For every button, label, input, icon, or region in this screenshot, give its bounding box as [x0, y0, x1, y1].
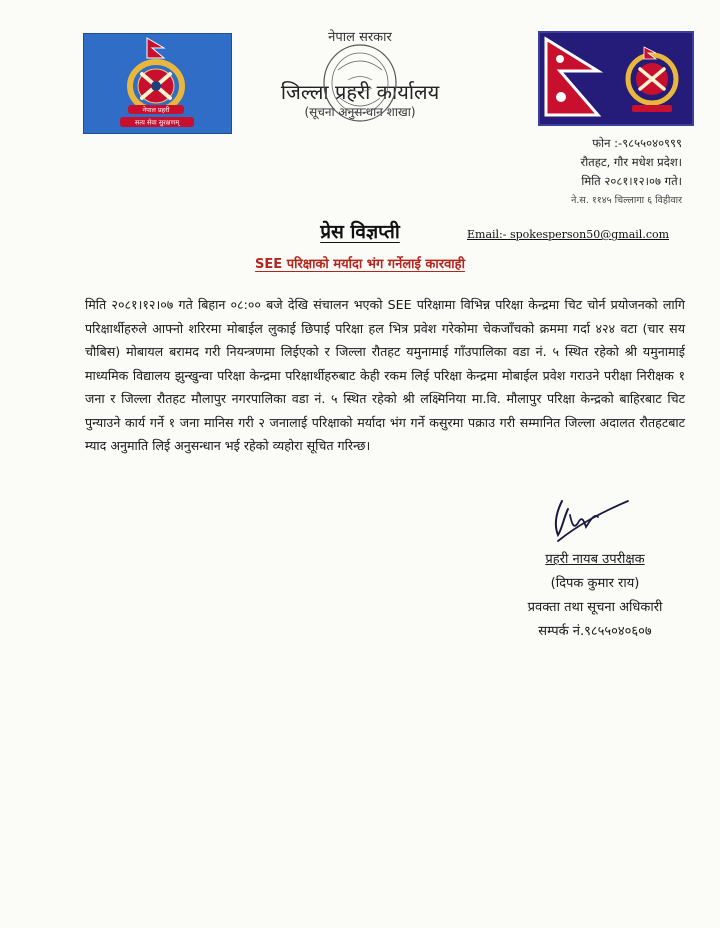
nepal-sambat-date: ने.स. ११४५ चिल्लागा ६ विहीवार [571, 195, 682, 206]
contact-block [571, 134, 682, 210]
office-name: जिल्ला प्रहरी कार्यालय [280, 80, 440, 104]
signatory-role: प्रहरी नायब उपरीक्षक [545, 552, 645, 567]
signatory-block [500, 548, 690, 644]
office-address: रौतहट, गौर मधेश प्रदेश। [580, 155, 682, 169]
issue-date: मिति २०८१।१२।०७ गते। [581, 174, 682, 188]
document-subtitle: SEE परिक्षाको मर्यादा भंग गर्नेलाई कारवाही [255, 257, 465, 272]
signature-icon [548, 495, 634, 545]
emblem-top-text: नेपाल प्रहरी [142, 106, 170, 114]
office-header [270, 30, 450, 120]
phone-number: फोन :-९८५५०४०९९९ [592, 136, 682, 150]
police-emblem-icon [84, 34, 231, 133]
document-title: प्रेस विज्ञप्ती [320, 221, 400, 243]
stamp-seal-icon [318, 40, 402, 126]
emblem-bottom-text: सत्य सेवा सुरक्षणम् [134, 118, 180, 127]
signatory-name: (दिपक कुमार राय) [550, 576, 640, 591]
office-section: (सूचना अनुसन्धान शाखा) [304, 105, 416, 119]
signatory-position: प्रवक्ता तथा सूचना अधिकारी [527, 600, 663, 615]
police-flag-right [538, 31, 694, 126]
body-paragraph: मिति २०८१।१२।०७ गते बिहान ०८:०० बजे देखि संचालन भएको SEE परिक्षामा विभिन्न परिक्षा केन्द्रमा चिट चोर्न प्रयोजनको लागि परिक्षार्थीहरुले आफ्नो शरिरमा मोबाईल लुकाई छिपाई परिक्षा हल भित्र प्रवेश गरेकोमा चेकजाँचको क्रममा गर्दा ४२४ वटा (चार सय चौबिस) मोबायल बरामद गरी नियन्त्रणमा लिईएको र जिल्ला रौतहट यमुनामाई गाँउपालिका वडा नं. ५ स्थित रहेको श्री यमुनामाई माध्यमिक विद्यालय झुन्खुन्वा परिक्षा केन्द्रमा परिक्षार्थीहरुबाट केही रकम लिई परिक्षा केन्द्रमा मोबाईल प्रवेश गराउने परीक्षा निरीक्षक १ जना र जिल्ला रौतहट मौलापुर नगरपालिका वडा नं. ५ स्थित रहेको श्री लक्ष्मिनिया मा.वि. मौलापुर परिक्षा केन्द्रको बाहिरबाट चिट पुन्याउने कार्य गर्ने १ जना मानिस गरी २ जनालाई परिक्षाको मर्यादा भंग गर्ने कसुरमा पक्राउ गरी सम्मानित जिल्ला अदालत रौतहटबाट म्याद अनुमाति लिई अनुसन्धान भई रहेको व्यहोरा सूचित गरिन्छ। [85, 297, 685, 453]
email-address: Email:- spokesperson50@gmail.com [467, 228, 670, 241]
signatory-contact: सम्पर्क नं.९८५५०४०६०७ [538, 624, 652, 639]
nepal-flag-icon [540, 33, 692, 124]
police-flag-left [83, 33, 232, 134]
govt-name: नेपाल सरकार [328, 30, 392, 45]
